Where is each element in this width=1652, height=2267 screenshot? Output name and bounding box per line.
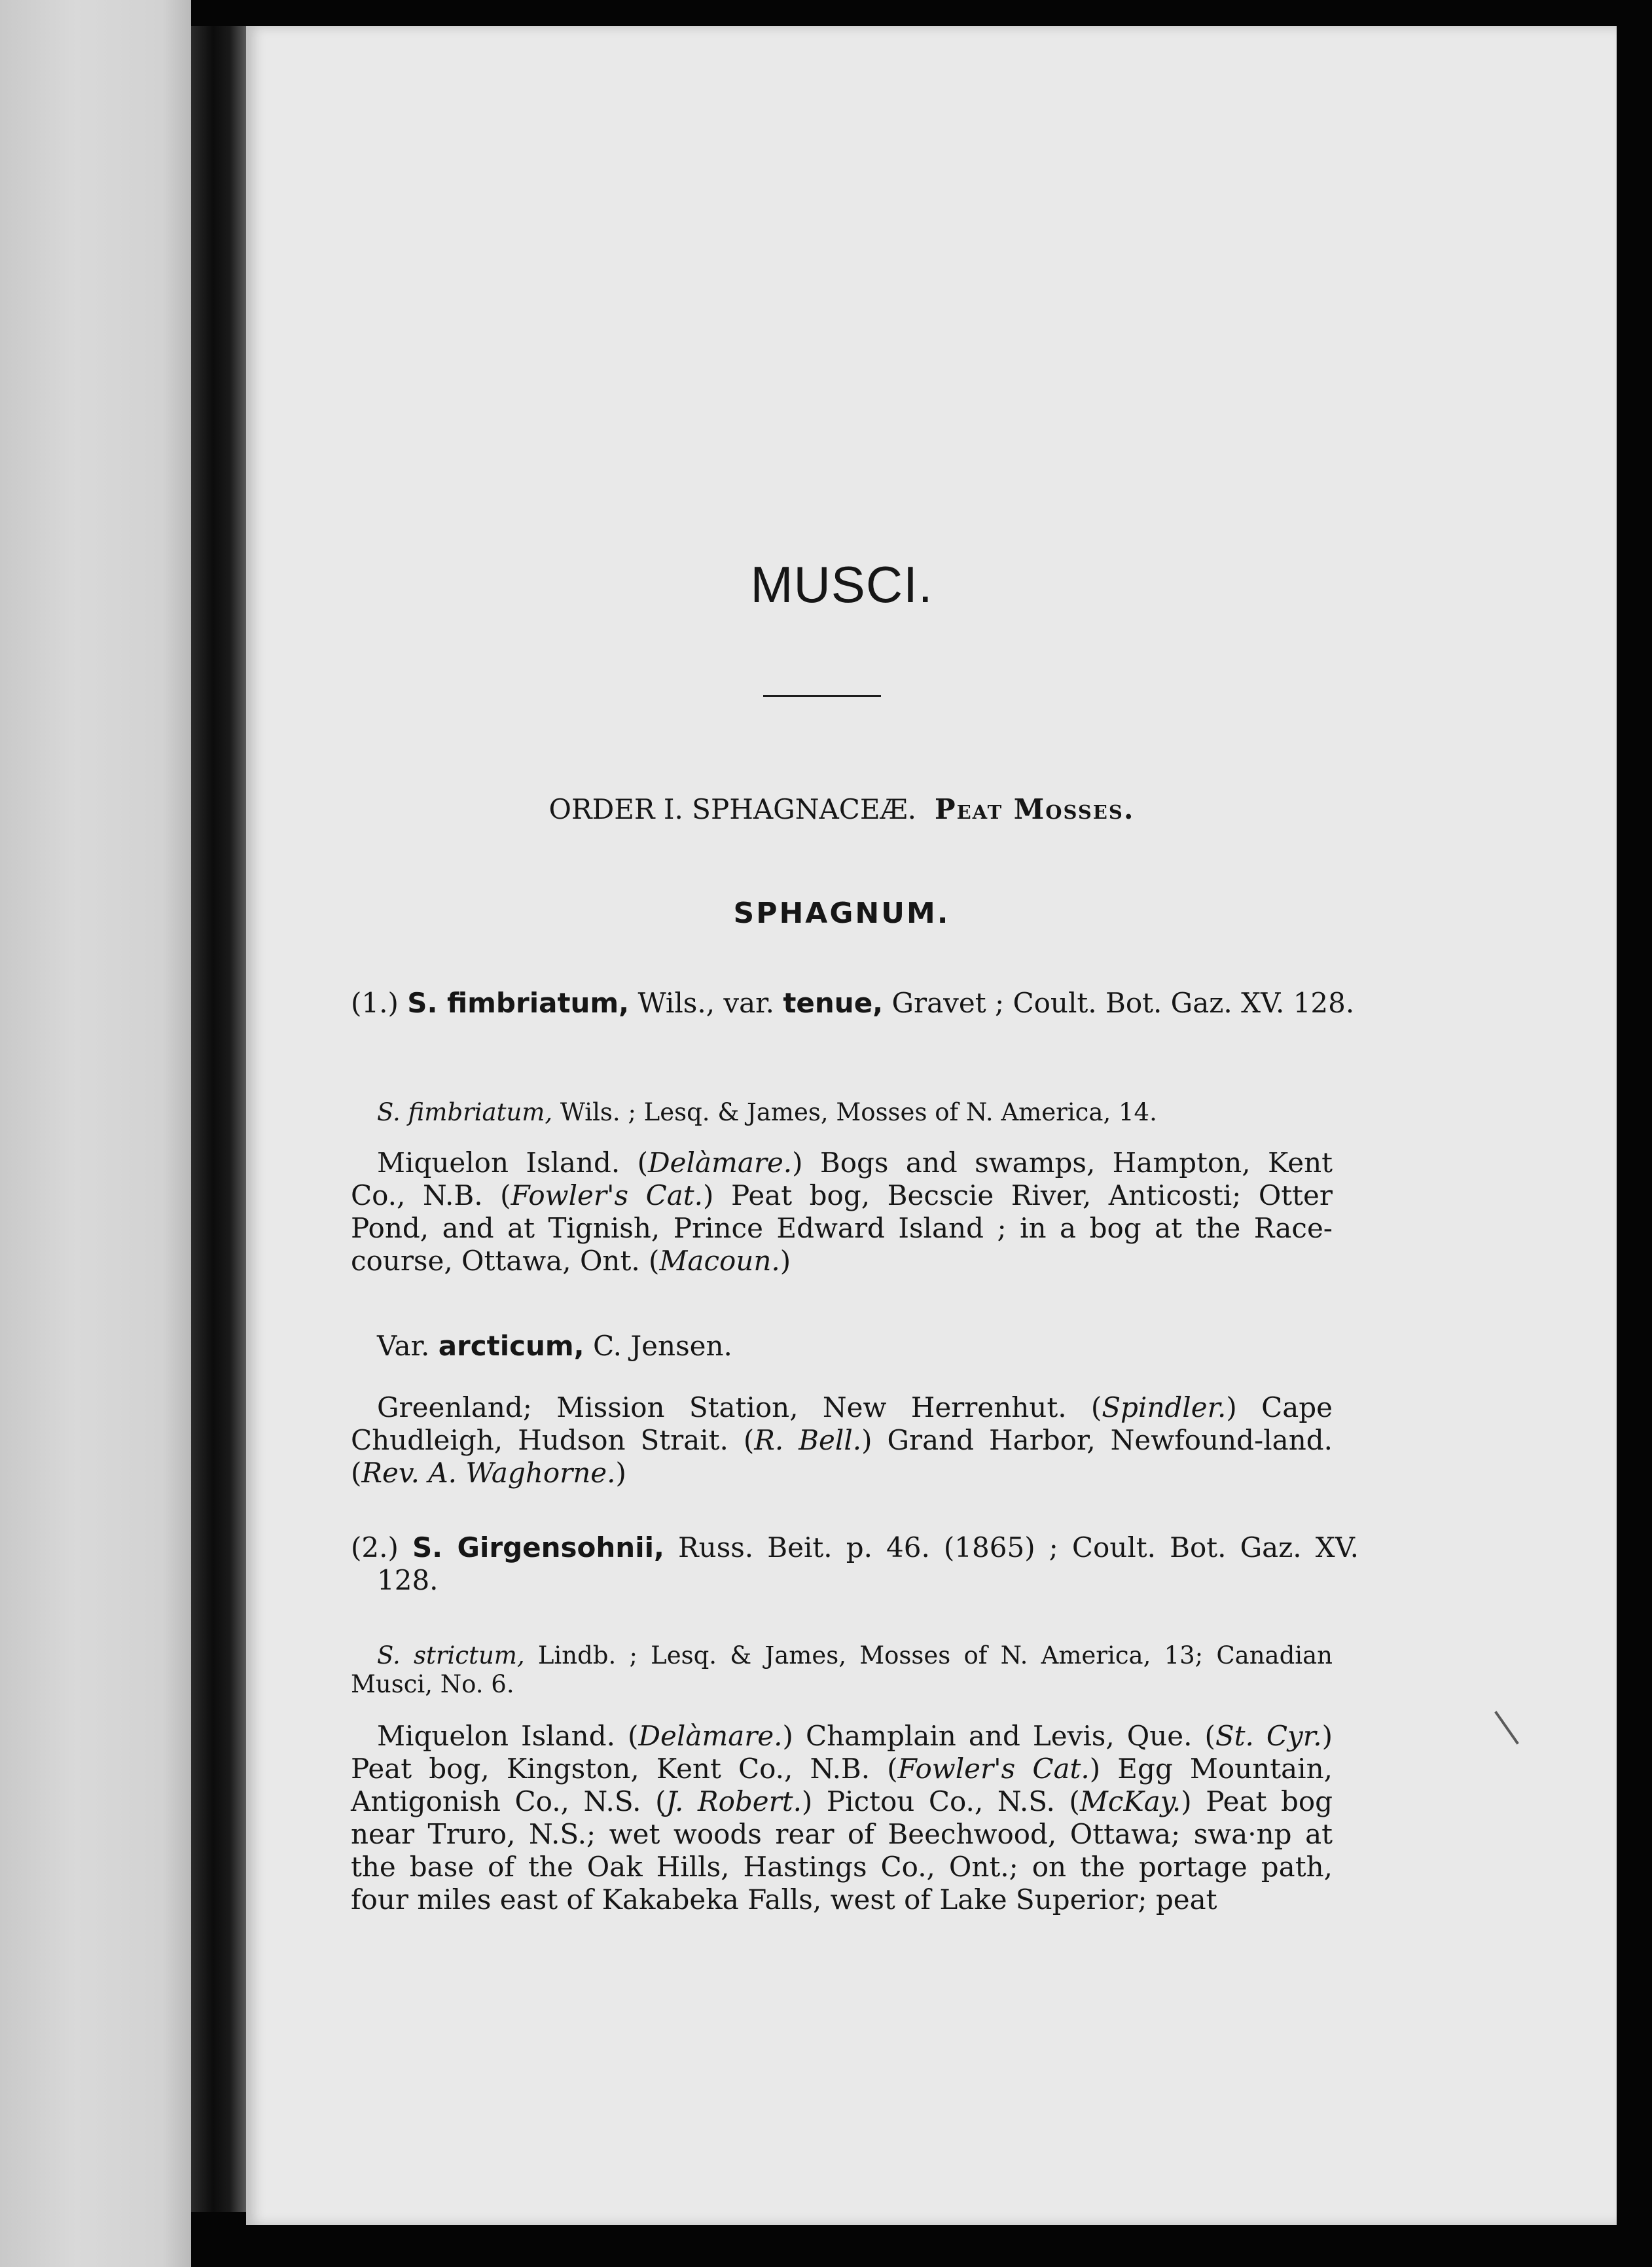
locality-text: Miquelon Island. ( bbox=[377, 1720, 639, 1752]
localities-paragraph bbox=[351, 1720, 1333, 1916]
title-rule bbox=[763, 695, 881, 697]
species-entry-2 bbox=[351, 1531, 1359, 1597]
species-citation: Gravet ; Coult. Bot. Gaz. XV. 128. bbox=[883, 987, 1355, 1019]
locality-text: ) Peat bog, Becscie River, Anticosti; Otter Pond, and at Tignish, Prince Edward Island ; in a bog at the Race-course, Ottawa, Ont. ( bbox=[351, 1179, 1333, 1277]
collector-name: Macoun. bbox=[659, 1245, 780, 1277]
locality-text: Greenland; Mission Station, New Herrenhut. ( bbox=[377, 1391, 1102, 1423]
right-page bbox=[246, 26, 1617, 2225]
synonym-line bbox=[351, 1641, 1333, 1699]
collector-name: Delàmare. bbox=[638, 1720, 783, 1752]
locality-text: ) Cape Chudleigh, Hudson Strait. ( bbox=[351, 1391, 1333, 1456]
order-label: ORDER I. SPHAGNACEÆ. bbox=[548, 793, 916, 825]
species-authority: Wils., var. bbox=[629, 987, 783, 1019]
collector-name: Fowler's Cat. bbox=[511, 1179, 704, 1211]
synonym-text: Lindb. ; Lesq. & James, Mosses of N. America, 13; Canadian Musci, No. 6. bbox=[351, 1641, 1333, 1698]
variety-localities-paragraph bbox=[351, 1391, 1333, 1490]
collector-name: Fowler's Cat. bbox=[897, 1753, 1090, 1785]
locality-text: ) Egg Mountain, Antigonish Co., N.S. ( bbox=[351, 1753, 1333, 1817]
locality-text: ) bbox=[780, 1245, 791, 1277]
variety-name: tenue, bbox=[783, 987, 884, 1019]
locality-text: ) Bogs and swamps, Hampton, Kent Co., N.B. ( bbox=[351, 1147, 1333, 1211]
synonym-text: Wils. ; Lesq. & James, Mosses of N. America, 14. bbox=[552, 1098, 1157, 1126]
variety-heading bbox=[351, 1330, 1333, 1363]
synonym-name: S. fimbriatum, bbox=[377, 1098, 553, 1126]
collector-name: McKay. bbox=[1079, 1785, 1181, 1817]
order-common-name: Peat Mosses. bbox=[934, 793, 1135, 825]
variety-name: arcticum, bbox=[438, 1330, 584, 1362]
variety-authority: C. Jensen. bbox=[584, 1330, 732, 1362]
locality-text: ) Peat bog near Truro, N.S.; wet woods rear of Beechwood, Ottawa; swa·np at the base of the Oak Hills, Hastings Co., Ont.; on the portage path, four miles east of Kakabeka Falls, west of Lake Superior; peat bbox=[351, 1785, 1333, 1916]
locality-text: ) Champlain and Levis, Que. ( bbox=[782, 1720, 1215, 1752]
collector-name: Spindler. bbox=[1102, 1391, 1227, 1423]
left-page-edge bbox=[0, 0, 191, 2267]
collector-name: Delàmare. bbox=[648, 1147, 793, 1179]
species-number: (1.) bbox=[351, 987, 399, 1019]
page-title: MUSCI. bbox=[750, 556, 933, 613]
collector-name: R. Bell. bbox=[754, 1424, 862, 1456]
collector-name: St. Cyr. bbox=[1215, 1720, 1322, 1752]
locality-text: ) bbox=[615, 1457, 626, 1489]
collector-name: Rev. A. Waghorne. bbox=[361, 1457, 616, 1489]
locality-text: Miquelon Island. ( bbox=[377, 1147, 648, 1179]
locality-text: ) Peat bog, Kingston, Kent Co., N.B. ( bbox=[351, 1720, 1333, 1785]
localities-paragraph bbox=[351, 1147, 1333, 1277]
synonym-line bbox=[351, 1098, 1333, 1127]
collector-name: J. Robert. bbox=[666, 1785, 802, 1817]
species-name: S. Girgensohnii, bbox=[412, 1531, 664, 1563]
species-citation: Russ. Beit. p. 46. (1865) ; Coult. Bot. Gaz. XV. 128. bbox=[377, 1531, 1359, 1596]
species-entry-1 bbox=[351, 987, 1359, 1020]
species-number: (2.) bbox=[351, 1531, 399, 1563]
genus-heading: SPHAGNUM. bbox=[733, 897, 950, 930]
order-heading bbox=[351, 793, 1333, 825]
species-name: S. fimbriatum, bbox=[407, 987, 630, 1019]
book-gutter bbox=[191, 26, 246, 2212]
locality-text: ) Pictou Co., N.S. ( bbox=[801, 1785, 1080, 1817]
variety-prefix: Var. bbox=[377, 1330, 439, 1362]
synonym-name: S. strictum, bbox=[377, 1641, 525, 1669]
locality-text: ) Grand Harbor, Newfound-land. ( bbox=[351, 1424, 1333, 1489]
